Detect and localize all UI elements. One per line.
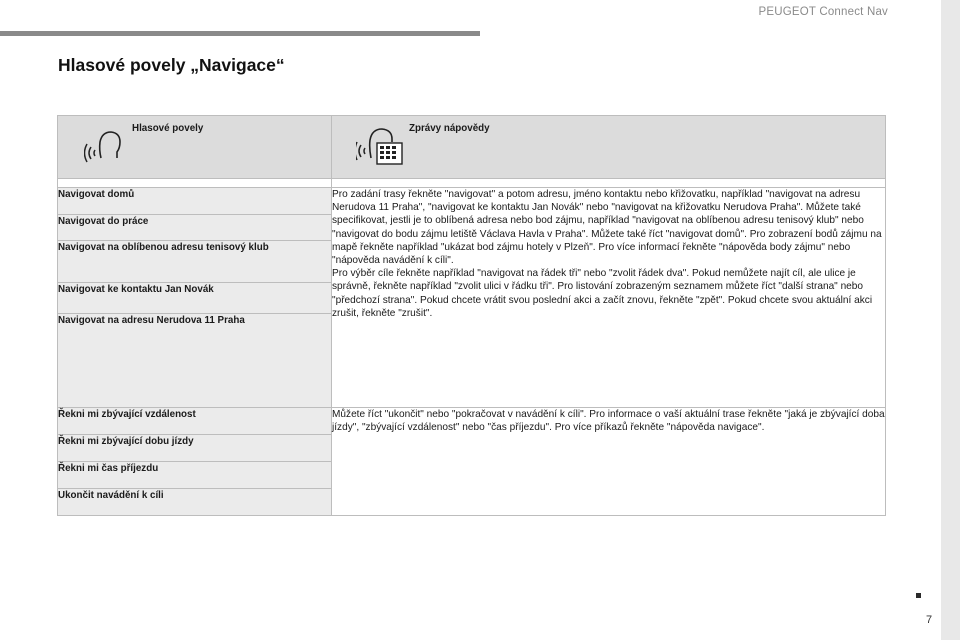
table-row (58, 408, 886, 435)
header-commands-label: Hlasové povely (132, 123, 204, 134)
command-cell: Řekni mi zbývající vzdálenost (58, 408, 332, 435)
command-cell: Navigovat domů (58, 188, 332, 215)
voice-command-icon (84, 128, 124, 164)
command-cell: Navigovat do práce (58, 215, 332, 241)
command-cell: Navigovat ke kontaktu Jan Novák (58, 283, 332, 314)
help-text-cell (332, 408, 886, 516)
section-bullet (916, 593, 921, 598)
help-paragraph: Pro zadání trasy řekněte "navigovat" a potom adresu, jméno kontaktu nebo křižovatku, například "navigovat na adresu Nerudova 11 Praha", "navigovat ke kontaktu Jan Novák" nebo "navigovat na křižovatku Nerudova Praha". Můžete také specifikovat, jestli je to oblíbená adresa nebo bod zájmu, například "navigovat na oblíbenou adresu tenisový klub" nebo "navigovat do bodu zájmu letiště Václava Havla v Praha". Můžete také říct "navigovat domů". Pro zobrazení bodů zájmu na mapě řekněte například "ukázat bod zájmu hotely v Plzeň". Pro více informací řekněte "nápověda body zájmu" nebo "nápověda navádění k cíli". Pro výběr cíle řekněte například "navigovat na řádek tři" nebo "zvolit řádek dva". Pokud nemůžete najít cíl, ale ulice je správně, řekněte například "zvolit ulici v řádku tři". Pro listování zobrazeným seznamem můžete říct "další strana" nebo "předchozí strana". Pokud chcete vrátit svou poslední akci a začít znovu, řekněte "zpět". Pokud chcete svou aktuální akci zrušit, řekněte "zrušit". (332, 189, 882, 319)
header-help (332, 116, 886, 179)
help-paragraph: Můžete říct "ukončit" nebo "pokračovat v navádění k cíli". Pro informace o vaší aktuální trase řekněte "jaká je zbývající doba jízdy", "zbývající vzdálenost" nebo "čas příjezdu". Pro více příkazů řekněte "nápověda navigace". (332, 409, 885, 434)
voice-commands-table (57, 115, 886, 516)
page-number: 7 (926, 614, 933, 626)
table-header-row (58, 116, 886, 179)
help-text-cell (332, 188, 886, 408)
command-cell: Řekni mi zbývající dobu jízdy (58, 435, 332, 462)
page-edge-strip (941, 0, 960, 640)
table-row (58, 188, 886, 215)
table-spacer (58, 179, 886, 188)
header-help-label: Zprávy nápovědy (409, 123, 490, 134)
command-cell: Řekni mi čas příjezdu (58, 462, 332, 489)
page-title: Hlasové povely „Navigace“ (58, 55, 285, 75)
command-cell: Ukončit navádění k cíli (58, 489, 332, 516)
header-rule (0, 31, 480, 36)
help-message-icon (356, 124, 404, 168)
command-cell: Navigovat na adresu Nerudova 11 Praha (58, 314, 332, 408)
header-brand: PEUGEOT Connect Nav (758, 6, 888, 18)
header-commands (58, 116, 332, 179)
command-cell: Navigovat na oblíbenou adresu tenisový klub (58, 241, 332, 283)
